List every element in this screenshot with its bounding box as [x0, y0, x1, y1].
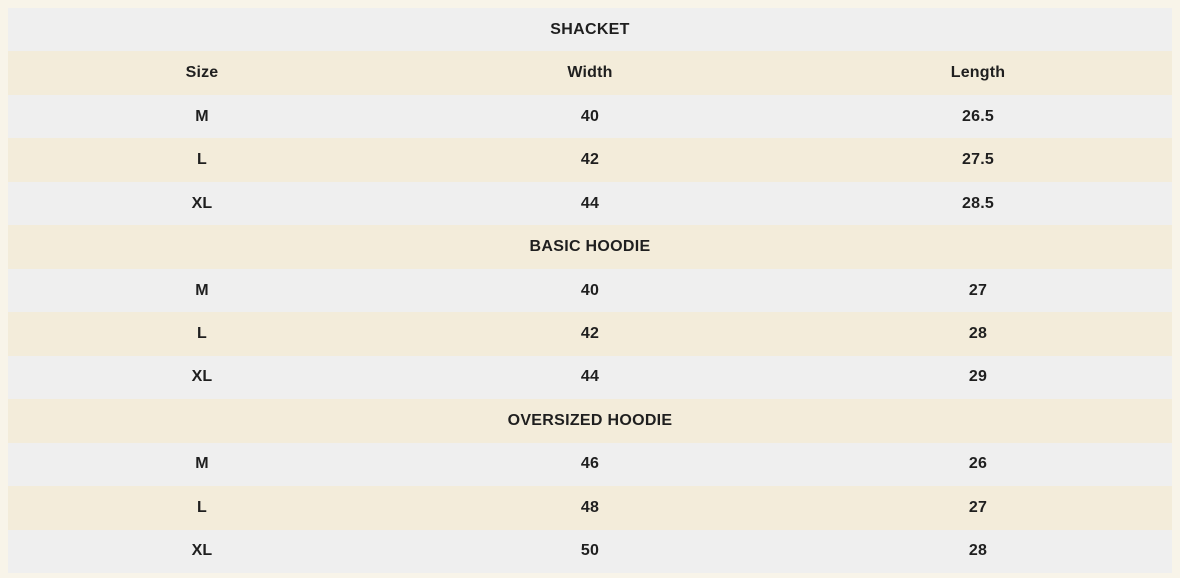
table-row — [8, 269, 1172, 312]
size-cell: XL — [191, 368, 213, 386]
width-cell: 50 — [580, 542, 600, 560]
length-cell: 27 — [968, 281, 988, 299]
length-cell: 29 — [968, 368, 988, 386]
size-cell: L — [197, 325, 207, 343]
section-header-row-oversized-hoodie — [8, 399, 1172, 442]
size-chart-table — [8, 8, 1172, 573]
size-cell: L — [197, 151, 207, 169]
length-cell: 28 — [968, 542, 988, 560]
width-cell: 48 — [580, 498, 600, 516]
column-header-length: Length — [950, 64, 1006, 82]
length-cell: 27.5 — [962, 151, 994, 169]
column-header-size: Size — [185, 64, 219, 82]
section-title-oversized-hoodie: OVERSIZED HOODIE — [507, 411, 673, 429]
length-cell: 26 — [968, 455, 988, 473]
size-cell: M — [195, 455, 209, 473]
width-cell: 44 — [580, 194, 600, 212]
table-row — [8, 486, 1172, 529]
column-header-width: Width — [567, 64, 613, 82]
section-title-shacket: SHACKET — [550, 20, 630, 38]
size-cell: L — [197, 498, 207, 516]
table-row — [8, 95, 1172, 138]
table-row — [8, 530, 1172, 573]
width-cell: 42 — [580, 325, 600, 343]
size-cell: XL — [191, 194, 213, 212]
length-cell: 27 — [968, 498, 988, 516]
table-row — [8, 443, 1172, 486]
width-cell: 40 — [580, 281, 600, 299]
size-cell: XL — [191, 542, 213, 560]
size-cell: M — [195, 107, 209, 125]
table-row — [8, 138, 1172, 181]
length-cell: 28.5 — [962, 194, 994, 212]
size-cell: M — [195, 281, 209, 299]
width-cell: 46 — [580, 455, 600, 473]
width-cell: 44 — [580, 368, 600, 386]
width-cell: 42 — [580, 151, 600, 169]
length-cell: 28 — [968, 325, 988, 343]
table-row — [8, 182, 1172, 225]
width-cell: 40 — [580, 107, 600, 125]
column-header-row — [8, 51, 1172, 94]
table-row — [8, 356, 1172, 399]
length-cell: 26.5 — [962, 107, 994, 125]
section-title-basic-hoodie: BASIC HOODIE — [529, 238, 651, 256]
section-header-row-shacket — [8, 8, 1172, 51]
section-header-row-basic-hoodie — [8, 225, 1172, 268]
table-row — [8, 312, 1172, 355]
